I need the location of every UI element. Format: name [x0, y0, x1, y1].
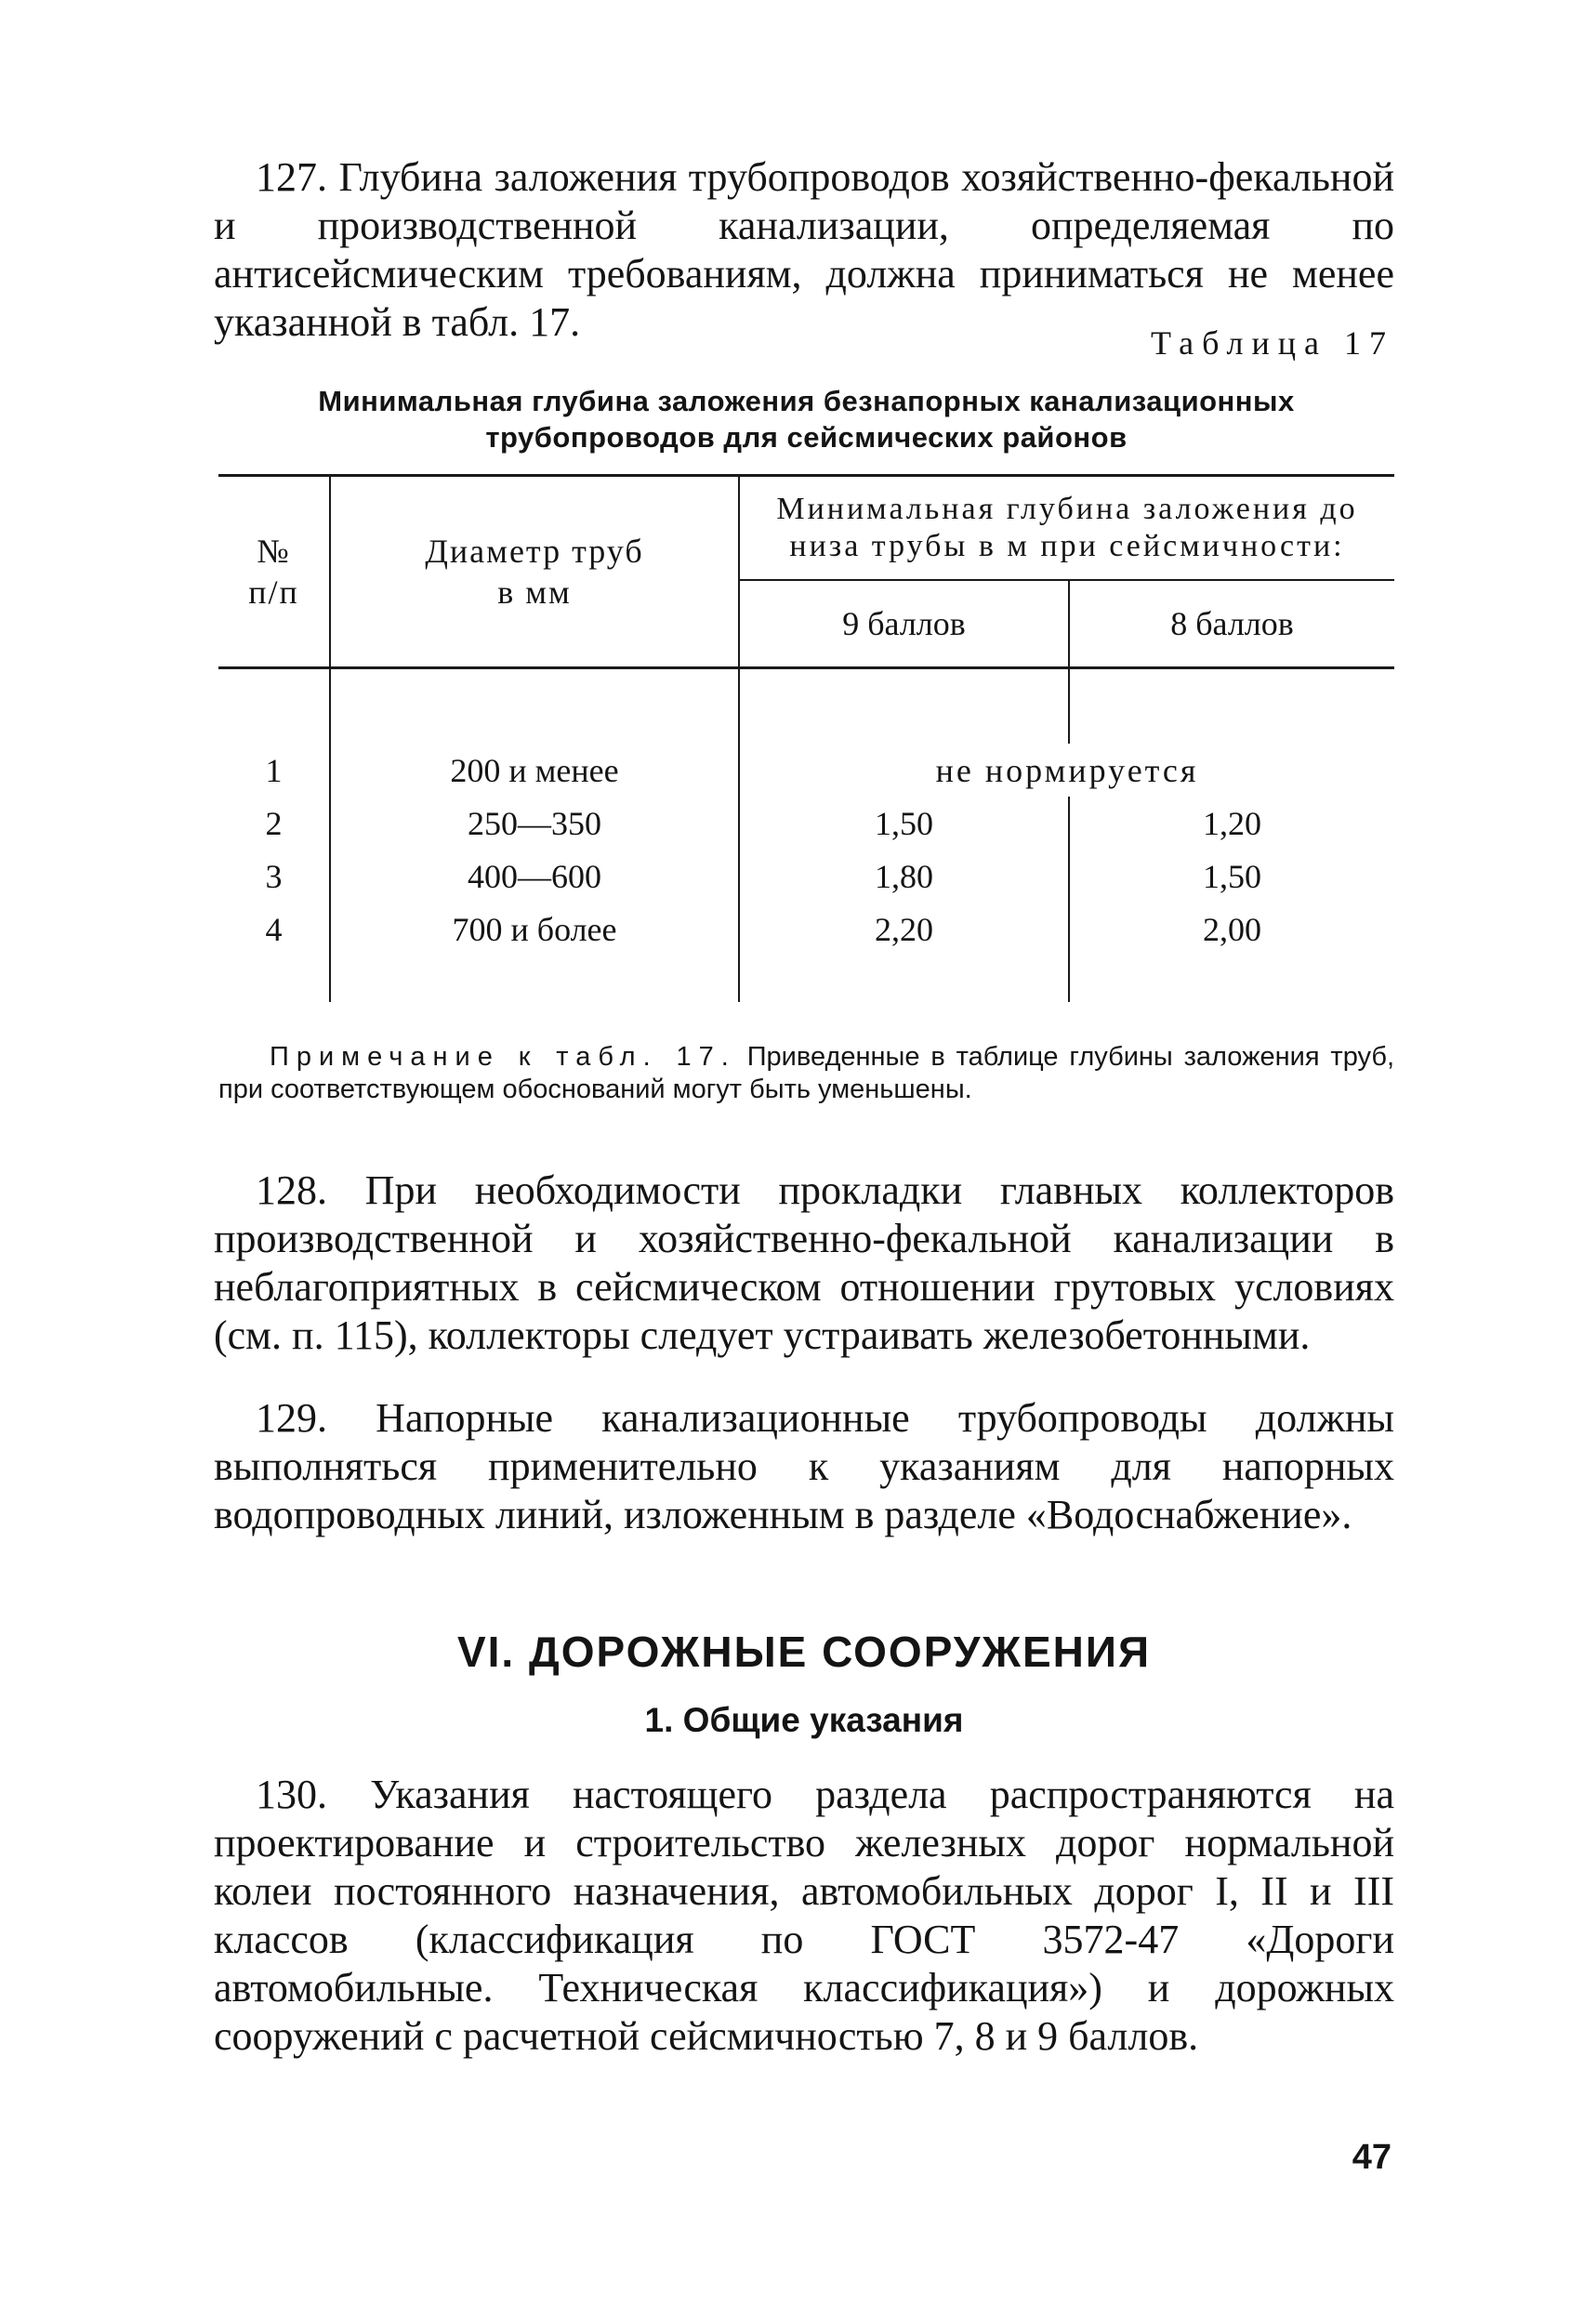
note-text: Приведенные в таблице глубины заложения труб, при соответствующем обоснований могут быть уменьшены.	[218, 1042, 1394, 1104]
spacer-cell	[218, 668, 330, 745]
row-depth-9: 1,50	[739, 797, 1069, 850]
row-depth-8: 2,00	[1203, 910, 1261, 948]
table-spacer-row	[218, 956, 1394, 1002]
row-depth-9: 2,20	[739, 903, 1069, 956]
table-spacer-row	[218, 668, 1394, 745]
paragraph-127: 127. Глубина заложения трубопроводов хозяйственно-фекальной и производственной канализации, определяемая по антисейсмическим требованиям, должна приниматься не менее указанной в табл. 17.	[214, 154, 1394, 345]
header-number-line1: №	[257, 533, 291, 570]
row-number: 3	[218, 850, 330, 903]
header-number-line2: п/п	[248, 573, 299, 611]
row-diameter: 700 и более	[330, 903, 739, 956]
table-note	[218, 1041, 1394, 1106]
header-depth-group	[739, 476, 1394, 581]
table-row	[218, 903, 1394, 956]
spacer-cell	[1069, 668, 1394, 745]
table-row	[218, 797, 1394, 850]
table-body	[218, 668, 1394, 1003]
spacer-cell	[330, 668, 739, 745]
row-depth-8: 1,50	[1203, 857, 1261, 895]
row-number: 4	[218, 903, 330, 956]
row-not-regulated: не нормируется	[935, 751, 1199, 789]
spacer-cell	[739, 956, 1069, 1002]
header-diameter-line2: в мм	[497, 573, 572, 611]
subsection-heading: 1. Общие указания	[644, 1701, 964, 1739]
header-number	[218, 476, 330, 668]
row-diameter: 250—350	[330, 797, 739, 850]
depth-table	[218, 474, 1394, 1002]
paragraph-130: 130. Указания настоящего раздела распространяются на проектирование и строительство железных дорог нормальной колеи постоянного назначения, автомобильных дорог I, II и III классов (классификация по ГОСТ 3572-47 «Дороги автомобильные. Техническая классификация») и дорожных сооружений с расчетной сейсмичностью 7, 8 и 9 баллов.	[214, 1772, 1394, 2059]
header-8-points: 8 баллов	[1170, 605, 1294, 642]
paragraph-128: 128. При необходимости прокладки главных коллекторов производственной и хозяйственно-фекальной канализации в неблагоприятных в сейсмическом отношении грутовых условиях (см. п. 115), коллекторы следует устраивать железобетонными.	[214, 1167, 1394, 1358]
spacer-cell	[1069, 956, 1394, 1002]
spacer-cell	[739, 668, 1069, 745]
page-number: 47	[1352, 2138, 1392, 2177]
row-diameter: 200 и менее	[330, 744, 739, 797]
table-header	[218, 476, 1394, 668]
spacer-cell	[330, 956, 739, 1002]
header-diameter-line1: Диаметр труб	[425, 533, 644, 570]
table-caption: Минимальная глубина заложения безнапорных канализационных трубопроводов для сейсмических районов	[318, 385, 1295, 454]
row-number: 2	[218, 797, 330, 850]
row-number: 1	[218, 744, 330, 797]
paragraph-129: 129. Напорные канализационные трубопроводы должны выполняться применительно к указаниям для напорных водопроводных линий, изложенным в разделе «Водоснабжение».	[214, 1395, 1394, 1537]
spacer-cell	[218, 956, 330, 1002]
note-label: Примечание к табл. 17.	[270, 1042, 736, 1072]
table-row	[218, 744, 1394, 797]
header-9-points: 9 баллов	[739, 580, 1069, 668]
table-row	[218, 850, 1394, 903]
header-depth-group-text: Минимальная глубина заложения до низа трубы в м при сейсмичности:	[776, 492, 1358, 563]
header-diameter	[330, 476, 739, 668]
section-heading: VI. ДОРОЖНЫЕ СООРУЖЕНИЯ	[456, 1628, 1152, 1676]
row-depth-9: 1,80	[739, 850, 1069, 903]
row-diameter: 400—600	[330, 850, 739, 903]
row-depth-8: 1,20	[1203, 804, 1261, 842]
table-label: Таблица 17	[1151, 324, 1394, 362]
